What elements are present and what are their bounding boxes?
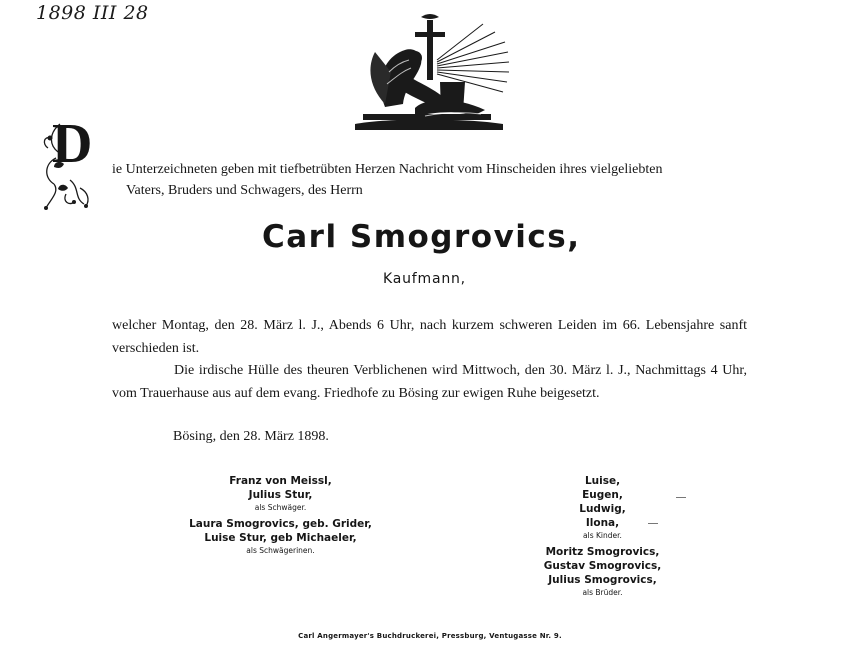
signatory-name: Franz von Meissl,	[229, 475, 332, 487]
signatory-name: Laura Smogrovics, geb. Grider,	[189, 518, 372, 530]
signatory-role: als Schwägerinen.	[246, 546, 315, 555]
signatory-name: Luise,	[584, 475, 621, 487]
signatory-name: Luise Stur, geb Michaeler,	[204, 532, 357, 544]
signatory-role: als Schwäger.	[254, 503, 307, 512]
signatory-role: als Brüder.	[582, 588, 623, 597]
signatory-name: Julius Stur,	[248, 489, 313, 501]
print-speck	[648, 523, 658, 524]
signatory-name: Ludwig,	[579, 503, 626, 515]
initial-letter: D	[52, 113, 93, 175]
signatory-name: Gustav Smogrovics,	[543, 560, 662, 572]
intro-line-1: ie Unterzeichneten geben mit tiefbetrübten Herzen Nachricht vom Hinscheiden ihres vielgeliebten	[112, 162, 663, 177]
signatory-name: Ilona,	[585, 517, 620, 529]
burial-paragraph: Die irdische Hülle des theuren Verblichenen wird Mittwoch, den 30. März l. J., Nachmittags 4 Uhr, vom Trauerhause aus auf dem evang. Friedhofe zu Bösing zur ewigen Ruhe beigesetzt.	[112, 363, 747, 401]
signatory-name: Eugen,	[582, 489, 623, 501]
decorated-initial	[40, 113, 106, 212]
print-speck	[676, 497, 686, 498]
signatory-role: als Kinder.	[583, 531, 622, 540]
handwritten-annotation: 1898 III 28	[36, 2, 149, 24]
mourning-angel-emblem-icon	[345, 12, 510, 134]
printer-imprint: Carl Angermayer's Buchdruckerei, Pressburg, Ventugasse Nr. 9.	[298, 632, 562, 640]
deceased-profession: Kaufmann,	[383, 271, 466, 287]
signatory-name: Moritz Smogrovics,	[545, 546, 660, 558]
death-paragraph: welcher Montag, den 28. März l. J., Abends 6 Uhr, nach kurzem schweren Leiden im 66. Lebensjahre sanft verschieden ist.	[112, 318, 747, 356]
deceased-name: Carl Smogrovics,	[262, 219, 581, 255]
signatory-name: Julius Smogrovics,	[548, 574, 657, 586]
signatories-left	[183, 474, 378, 560]
intro-line-2: Vaters, Bruders und Schwagers, des Herrn	[126, 183, 363, 198]
signatories-right	[530, 474, 675, 602]
place-date-line: Bösing, den 28. März 1898.	[173, 429, 329, 444]
